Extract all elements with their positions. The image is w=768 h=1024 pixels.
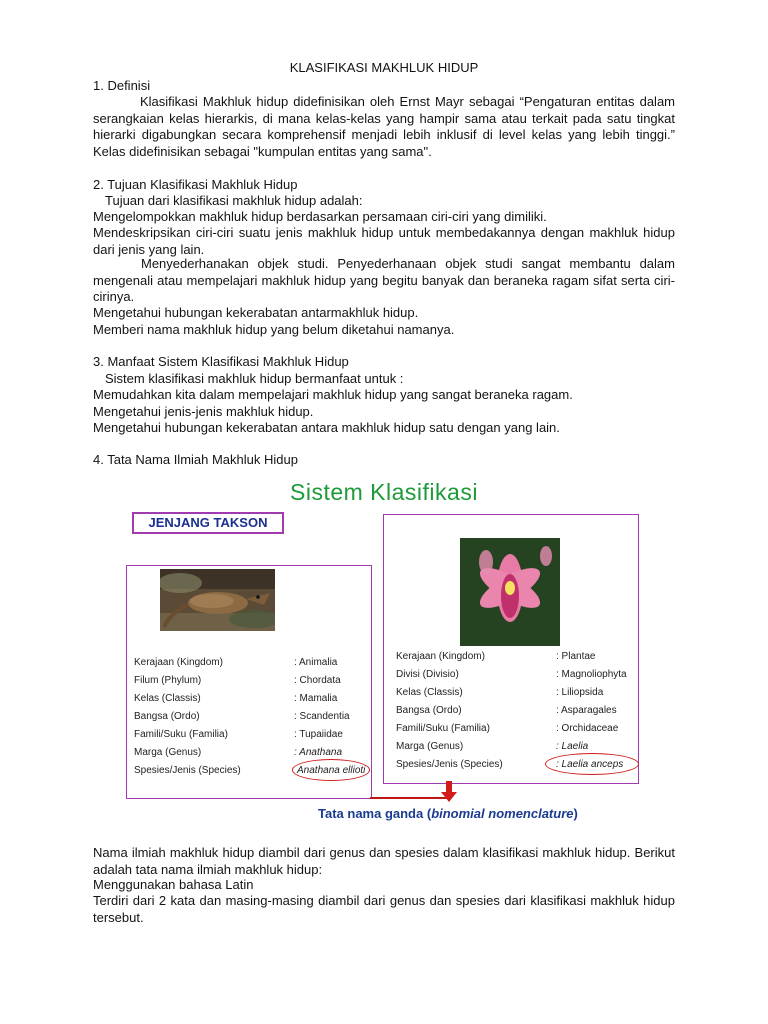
section-4-item-1: Menggunakan bahasa Latin (93, 877, 254, 892)
section-4-heading: 4. Tata Nama Ilmiah Makhluk Hidup (93, 452, 298, 467)
section-3-intro: Sistem klasifikasi makhluk hidup bermanfaat untuk : (105, 371, 404, 386)
document-title: KLASIFIKASI MAKHLUK HIDUP (289, 60, 479, 75)
section-3-heading: 3. Manfaat Sistem Klasifikasi Makhluk Hidup (93, 354, 349, 369)
figure-caption: Tata nama ganda (binomial nomenclature) (318, 806, 578, 821)
figure-title: Sistem Klasifikasi (290, 479, 478, 505)
classification-figure: Sistem Klasifikasi JENJANG TAKSON Kerajaan (Kingdom) : Animalia Filum (Phylum) : Chordata Kelas (Classis) : Mamalia Bangsa (Ordo) : Scandentia Famili/Suku (Familia) : Tupaiidae Marga (Genus) : Anathana Spesies/Jenis (Species) Anathana ellioti Kerajaan (Kingdom) : Plantae Divisi (Divisio) : Magnoliophyta Kelas (Classis) : Liliopsida Bangsa (Ordo) : Asparagales Famili/Suku (Familia) : Orchidaceae Marga (Genus) : Laelia Spesies/Jenis (Species) : Laelia anceps Tata nama ganda (binomial nomenclature) (120, 469, 648, 841)
section-2-item-1: Mengelompokkan makhluk hidup berdasarkan persamaan ciri-ciri yang dimiliki. (93, 209, 547, 224)
section-2-item-4: Mengetahui hubungan kekerabatan antarmakhluk hidup. (93, 305, 419, 320)
plant-species-highlight (545, 753, 639, 775)
section-1-paragraph: Klasifikasi Makhluk hidup didefinisikan oleh Ernst Mayr sebagai “Pengaturan entitas dalam serangkaian kelas hierarkis, di mana kelas-kelas yang hampir sama atau terkait pada satu tingkat hierarki digabungkan secara komprehensif menjadi lebih inklusif di level kelas yang lebih tinggi.” Kelas didefinisikan sebagai "kumpulan entitas yang sama". (93, 94, 675, 159)
section-2-item-2: Mendeskripsikan ciri-ciri suatu jenis makhluk hidup untuk membedakannya dengan makhluk hidup dari jenis yang lain. (93, 225, 675, 257)
connector-left (370, 797, 449, 799)
section-2-item-5: Memberi nama makhluk hidup yang belum diketahui namanya. (93, 322, 455, 337)
section-3-item-1: Memudahkan kita dalam mempelajari makhluk hidup yang sangat beraneka ragam. (93, 387, 573, 402)
takson-label: JENJANG TAKSON (132, 512, 284, 534)
section-2-heading: 2. Tujuan Klasifikasi Makhluk Hidup (93, 177, 298, 192)
tree-shrew-photo (160, 569, 275, 631)
section-4-item-2: Terdiri dari 2 kata dan masing-masing diambil dari genus dan spesies dari klasifikasi makhluk hidup tersebut. (93, 893, 675, 925)
section-4-paragraph: Nama ilmiah makhluk hidup diambil dari genus dan spesies dalam klasifikasi makhluk hidup. Berikut adalah tata nama ilmiah makhluk hidup: (93, 845, 675, 877)
orchid-photo (460, 538, 560, 646)
tree-shrew-image (160, 569, 275, 631)
orchid-image (460, 538, 560, 646)
section-2-intro: Tujuan dari klasifikasi makhluk hidup adalah: (105, 193, 363, 208)
section-3-item-3: Mengetahui hubungan kekerabatan antara makhluk hidup satu dengan yang lain. (93, 420, 560, 435)
section-2-item-3: Menyederhanakan objek studi. Penyederhanaan objek studi sangat membantu dalam mengenali atau mempelajari makhluk hidup yang begitu banyak dan beraneka ragam sifat serta ciri-cirinya. (93, 256, 675, 304)
section-3-item-2: Mengetahui jenis-jenis makhluk hidup. (93, 404, 314, 419)
animal-species-highlight (292, 759, 370, 781)
down-arrow-icon (440, 781, 458, 803)
section-1-heading: 1. Definisi (93, 78, 151, 93)
